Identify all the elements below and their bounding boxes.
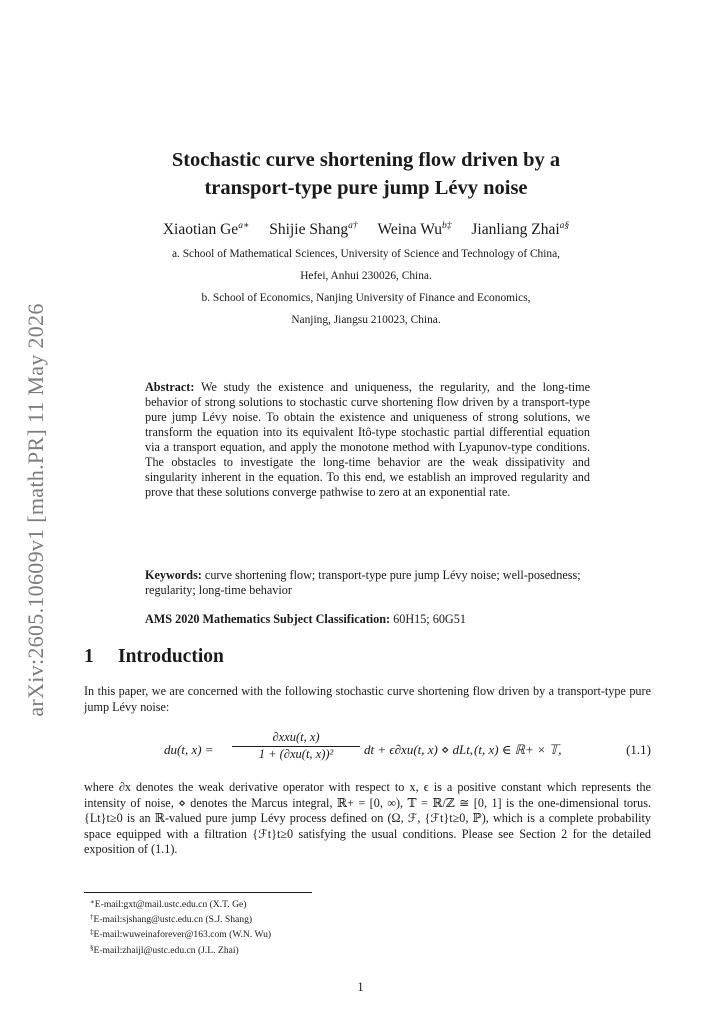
author: Weina $Wu^{b\ddagger}$ xyxy=(377,221,452,238)
page-number: 1 xyxy=(357,980,364,994)
affiliation-line: Hefei, Anhui 230026, China. xyxy=(300,270,432,282)
author: Shijie Shang$^{a\dagger}$ xyxy=(269,221,358,238)
affiliation-line: b. School of Economics, Nanjing University of Finance and Economics, xyxy=(201,292,531,304)
footnote: †E-mail:sjshang@ustc.edu.cn (S.J. Shang) xyxy=(90,913,253,926)
equation-denominator: 1 + (∂xu(t, x))² xyxy=(258,747,334,761)
section-title: Introduction xyxy=(118,646,224,667)
footnote: §E-mail:zhaijl@ustc.edu.cn (J.L. Zhai) xyxy=(90,943,239,956)
equation-numerator: ∂xxu(t, x) xyxy=(232,730,360,747)
ams-codes: 60H15; 60G51 xyxy=(393,612,466,626)
abstract-label: Abstract: xyxy=(145,380,195,394)
arxiv-side-stamp xyxy=(16,280,56,740)
equation-tag: (1.1) xyxy=(626,742,651,757)
equation-lhs: du(t, x) = xyxy=(164,742,214,757)
author: Xiaotian $Ge^{a∗}$ xyxy=(162,221,250,238)
ams-label: AMS 2020 Mathematics Subject Classification: xyxy=(145,612,391,626)
footnotes xyxy=(90,896,271,957)
keywords-text: curve shortening flow; transport-type pure jump Lévy noise; well-posedness; regularity; long-time behavior xyxy=(145,568,581,597)
title-line-1: Stochastic curve shortening flow driven by a xyxy=(171,149,561,171)
abstract xyxy=(145,380,590,500)
keywords-label: Keywords: xyxy=(145,568,202,582)
author: Jianliang Zhai$^{a\S}$ xyxy=(471,221,570,238)
ams-classification xyxy=(145,612,590,627)
definitions-paragraph: where ∂x denotes the weak derivative operator with respect to x, ϵ is a positive constant which represents the intensity of noise, ⋄ denotes the Marcus integral, ℝ+ = [0, ∞), 𝕋 = ℝ/ℤ ≅ [0, 1] is the one-dimensional torus. {Lt}t≥0 is an ℝ-valued pure jump Lévy process defined on (Ω, ℱ, {ℱt}t≥0, ℙ), which is a complete probability space equipped with a filtration {ℱt}t≥0 satisfying the usual conditions. Please see Section 2 for the detailed exposition of (1.1). xyxy=(84,780,651,856)
author-list xyxy=(90,220,642,239)
affiliation-line: Nanjing, Jiangsu 210023, China. xyxy=(291,314,441,326)
equation-rhs: dt + ϵ∂xu(t, x) ⋄ dLt, xyxy=(364,742,474,757)
arxiv-identifier: arXiv:2605.10609v1 [math.PR] 11 May 2026 xyxy=(23,303,48,717)
abstract-text: We study the existence and uniqueness, the regularity, and the long-time behavior of strong solutions to stochastic curve shortening flow driven by a transport-type pure jump Lévy noise. To obtain the existence and uniqueness of strong solutions, we transform the equation into its equivalent Itô-type stochastic partial differential equation via a transport equation, and apply the monotone method with Lyapunov-type conditions. The obstacles to investigate the long-time behavior are the weak dissipativity and singularity inherent in the equation. To this end, we establish an improved regularity and prove that these solutions converge pathwise to zero at an exponential rate. xyxy=(145,380,590,499)
affiliation-line: a. School of Mathematical Sciences, University of Science and Technology of China, xyxy=(171,248,561,260)
footnote: ∗E-mail:gxt@mail.ustc.edu.cn (X.T. Ge) xyxy=(90,898,247,910)
intro-paragraph: In this paper, we are concerned with the following stochastic curve shortening flow driven by a transport-type pure jump Lévy noise: xyxy=(84,684,651,714)
paper-title xyxy=(90,146,642,202)
footnote: ‡E-mail:wuweinaforever@163.com (W.N. Wu) xyxy=(90,928,272,941)
title-line-2: transport-type pure jump Lévy noise xyxy=(204,177,528,199)
section-number: 1 xyxy=(84,646,94,667)
equation-1-1 xyxy=(84,730,651,772)
footnote-rule xyxy=(84,892,312,893)
equation-domain: (t, x) ∈ ℝ+ × 𝕋, xyxy=(474,742,562,757)
keywords xyxy=(145,568,590,598)
equation-fraction xyxy=(232,730,360,762)
